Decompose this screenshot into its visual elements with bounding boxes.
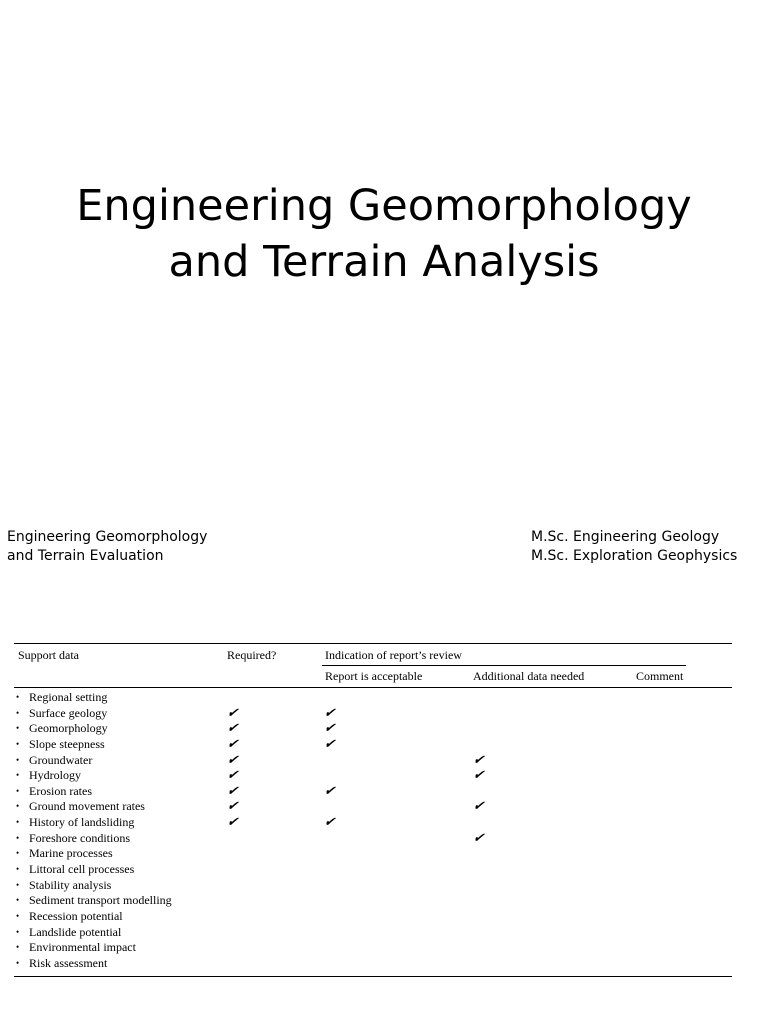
row-label-text: Risk assessment [29,955,108,970]
bullet-icon: • [16,801,20,812]
review-table [14,643,732,977]
check-mark-icon: ✔ [322,815,339,831]
table-row [16,768,716,784]
row-label [16,737,105,752]
table-row [16,925,716,941]
header-additional: Additional data needed [473,669,585,683]
check-mark-icon: ✔ [471,799,488,815]
row-label-text: Landslide potential [29,924,122,939]
programme-names [531,528,737,566]
bullet-icon: • [16,738,20,749]
table-row [16,690,716,706]
bullet-icon: • [16,848,20,859]
check-mark-icon: ✔ [322,783,339,799]
check-mark-icon: ✔ [225,705,242,721]
check-mark-icon: ✔ [471,752,488,768]
check-mark-icon: ✔ [225,752,242,768]
course-title-line-2: and Terrain Evaluation [7,548,164,564]
row-label [16,925,121,940]
bullet-icon: • [16,957,20,968]
table-row [16,909,716,925]
row-label [16,706,107,721]
row-label [16,878,111,893]
row-label-text: History of landsliding [29,815,135,830]
table-row [16,784,716,800]
row-label-text: Littoral cell processes [29,862,135,877]
row-label-text: Hydrology [29,768,81,783]
table-header-rule [14,687,732,688]
header-required: Required? [227,648,277,662]
row-label [16,862,134,877]
bullet-icon: • [16,832,20,843]
row-label [16,753,92,768]
table-row [16,706,716,722]
table-row [16,956,716,972]
row-label [16,846,113,861]
bullet-icon: • [16,692,20,702]
header-indication: Indication of report’s review [325,648,462,662]
title-line-2: and Terrain Analysis [168,237,600,287]
row-label-text: Groundwater [29,752,93,767]
row-label-text: Regional setting [29,690,108,704]
check-mark-icon: ✔ [471,768,488,784]
row-label-text: Geomorphology [29,721,108,736]
bullet-icon: • [16,942,20,953]
row-label [16,831,130,846]
check-mark-icon: ✔ [471,830,488,846]
bullet-icon: • [16,895,20,906]
check-mark-icon: ✔ [322,721,339,737]
row-label [16,940,136,955]
row-label [16,721,108,736]
header-support-data: Support data [18,648,79,662]
check-mark-icon: ✔ [225,721,242,737]
row-label-text: Slope steepness [29,736,105,751]
row-label-text: Stability analysis [29,877,112,892]
bullet-icon: • [16,926,20,937]
course-title [7,528,207,566]
row-label-text: Recession potential [29,908,123,923]
table-row [16,831,716,847]
programme-line-2: M.Sc. Exploration Geophysics [531,548,738,564]
table-row [16,940,716,956]
table-top-rule [14,643,732,644]
row-label [16,690,107,705]
row-label-text: Environmental impact [29,940,136,955]
bullet-icon: • [16,770,20,781]
check-mark-icon: ✔ [225,768,242,784]
row-label [16,909,123,924]
check-mark-icon: ✔ [225,783,242,799]
table-row [16,753,716,769]
bullet-icon: • [16,910,20,921]
bullet-icon: • [16,879,20,890]
row-label-text: Surface geology [29,705,108,720]
row-label [16,799,145,814]
bullet-icon: • [16,817,20,828]
programme-line-1: M.Sc. Engineering Geology [531,529,720,545]
row-label [16,956,107,971]
page-title [0,178,768,290]
table-subheader-rule [322,665,686,666]
table-row [16,893,716,909]
bullet-icon: • [16,754,20,765]
bullet-icon: • [16,723,20,734]
row-label-text: Sediment transport modelling [29,893,172,908]
table-row [16,737,716,753]
bullet-icon: • [16,785,20,796]
row-label [16,893,172,908]
row-label-text: Marine processes [29,846,113,861]
table-bottom-rule [14,976,732,977]
check-mark-icon: ✔ [225,799,242,815]
check-mark-icon: ✔ [322,736,339,752]
table-row [16,721,716,737]
table-row [16,862,716,878]
row-label-text: Ground movement rates [29,799,145,814]
title-line-1: Engineering Geomorphology [76,181,692,231]
check-mark-icon: ✔ [225,815,242,831]
row-label-text: Foreshore conditions [29,830,130,845]
course-title-line-1: Engineering Geomorphology [7,529,208,545]
row-label [16,768,81,783]
table-row [16,846,716,862]
table-row [16,799,716,815]
row-label-text: Erosion rates [29,783,92,798]
table-body [16,690,716,972]
table-row [16,878,716,894]
row-label [16,815,134,830]
header-acceptable: Report is acceptable [325,669,423,683]
check-mark-icon: ✔ [322,705,339,721]
table-row [16,815,716,831]
header-comment: Comment [636,669,684,683]
bullet-icon: • [16,864,20,875]
bullet-icon: • [16,707,20,718]
row-label [16,784,92,799]
check-mark-icon: ✔ [225,736,242,752]
